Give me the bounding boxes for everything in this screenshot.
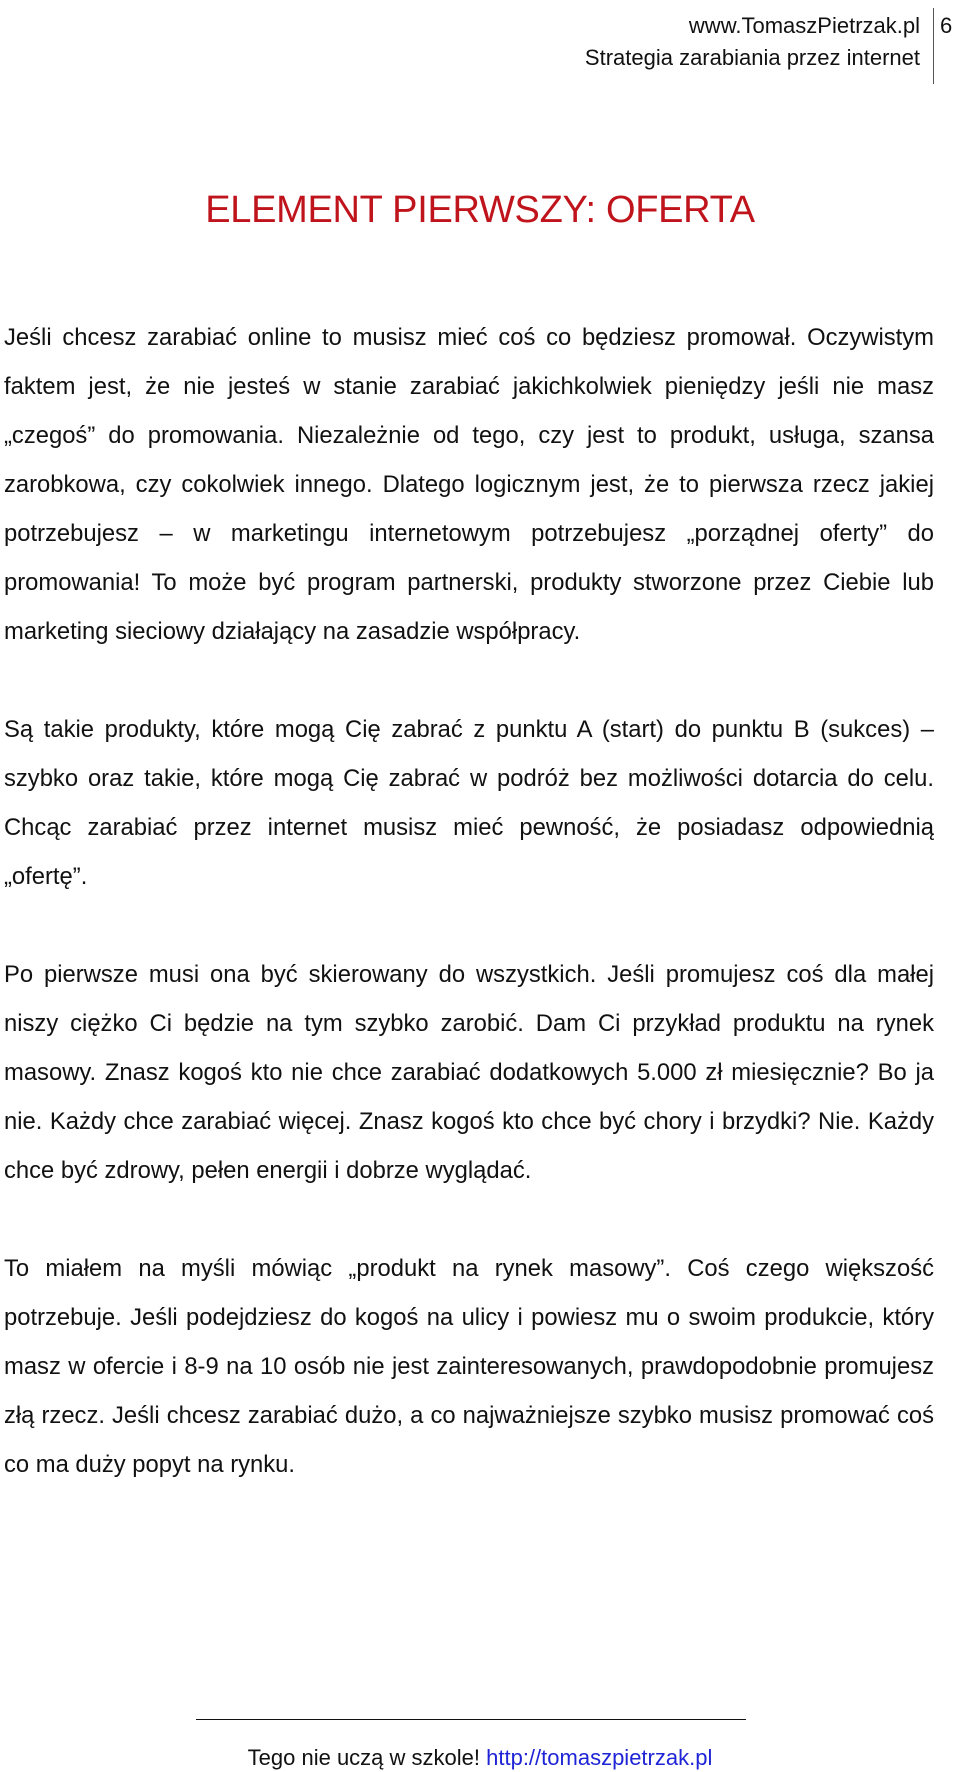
footer-tagline: Tego nie uczą w szkole! bbox=[247, 1745, 487, 1770]
header-divider bbox=[933, 8, 934, 84]
paragraph: To miałem na myśli mówiąc „produkt na rynek masowy”. Coś czego większość potrzebuje. Jeśli podejdziesz do kogoś na ulicy i powiesz mu o swoim produkcie, który masz w ofercie i 8-9 na 10 osób nie jest zainteresowanych, prawdopodobnie promujesz złą rzecz. Jeśli chcesz zarabiać dużo, a co najważniejsze szybko musisz promować coś co ma duży popyt na rynku. bbox=[4, 1255, 934, 1478]
footer-text bbox=[0, 1744, 960, 1772]
header-site-link[interactable]: www.TomaszPietrzak.pl bbox=[688, 13, 920, 38]
paragraph: Są takie produkty, które mogą Cię zabrać z punktu A (start) do punktu B (sukces) – szybko oraz takie, które mogą Cię zabrać w podróż bez możliwości dotarcia do celu. Chcąc zarabiać przez internet musisz mieć pewność, że posiadasz odpowiednią „ofertę”. bbox=[4, 716, 934, 890]
paragraph: Po pierwsze musi ona być skierowany do wszystkich. Jeśli promujesz coś dla małej niszy ciężko Ci będzie na tym szybko zarobić. Dam Ci przykład produktu na rynek masowy. Znasz kogoś kto nie chce zarabiać dodatkowych 5.000 zł miesięcznie? Bo ja nie. Każdy chce zarabiać więcej. Znasz kogoś kto chce być chory i brzydki? Nie. Każdy chce być zdrowy, pełen energii i dobrze wyglądać. bbox=[4, 961, 934, 1184]
chapter-title: ELEMENT PIERWSZY: OFERTA bbox=[205, 189, 755, 231]
header-subtitle: Strategia zarabiania przez internet bbox=[584, 45, 920, 70]
document-body bbox=[4, 313, 934, 1538]
paragraph: Jeśli chcesz zarabiać online to musisz mieć coś co będziesz promował. Oczywistym faktem jest, że nie jesteś w stanie zarabiać jakichkolwiek pieniędzy jeśli nie masz „czegoś” do promowania. Niezależnie od tego, czy jest to produkt, usługa, szansa zarobkowa, czy cokolwiek innego. Dlatego logicznym jest, że to pierwsza rzecz jakiej potrzebujesz – w marketingu internetowym potrzebujesz „porządnej oferty” do promowania! To może być program partnerski, produkty stworzone przez Ciebie lub marketing sieciowy działający na zasadzie współpracy. bbox=[4, 324, 934, 645]
page-number: 6 bbox=[940, 13, 953, 38]
page-header bbox=[0, 8, 960, 88]
footer-link[interactable]: http://tomaszpietrzak.pl bbox=[486, 1745, 713, 1770]
footer-rule bbox=[196, 1719, 746, 1720]
page-footer bbox=[0, 1712, 960, 1770]
header-text-block bbox=[585, 10, 920, 74]
